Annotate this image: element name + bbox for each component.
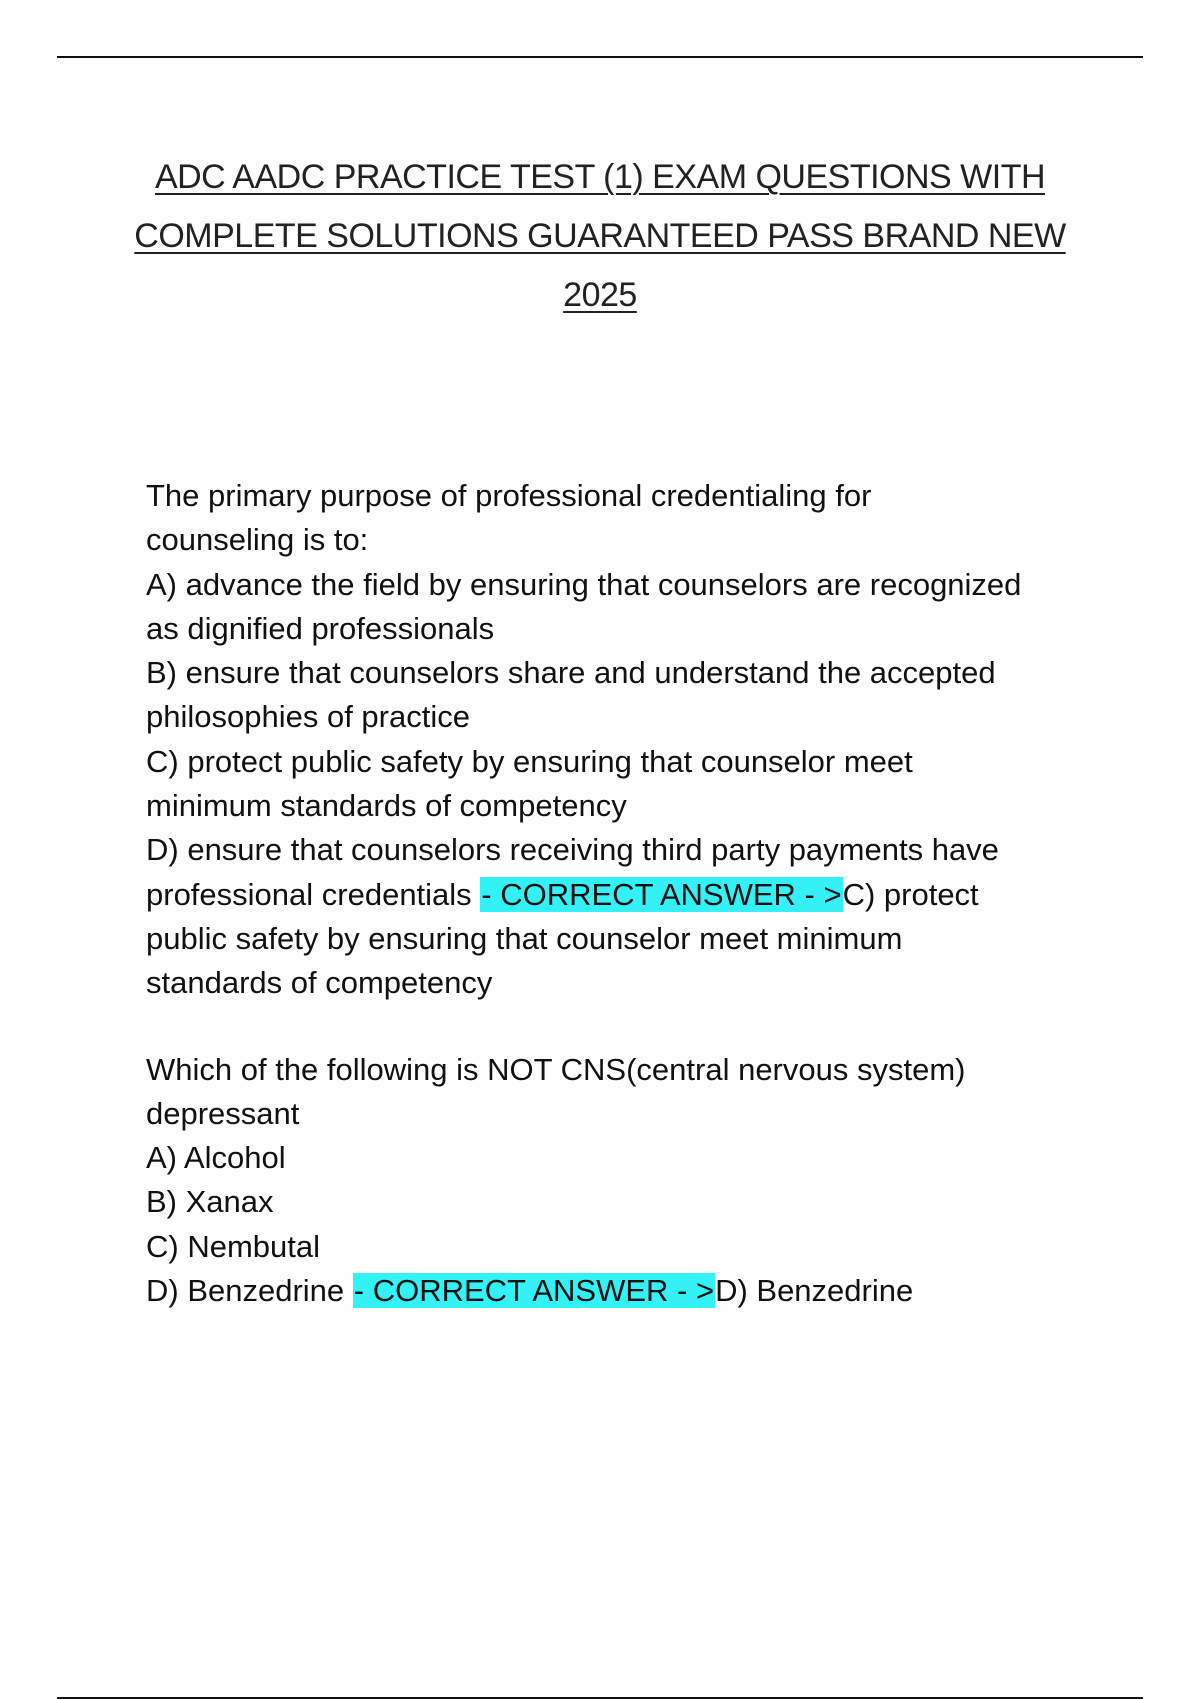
- answer-lead: D) Benzedrine: [146, 1273, 353, 1309]
- questions-section: [146, 474, 1096, 1313]
- option-line: A) advance the field by ensuring that counselors are recognized: [146, 566, 1022, 602]
- document-title: [130, 148, 1070, 325]
- option-line: as dignified professionals: [146, 610, 495, 646]
- option-line: minimum standards of competency: [146, 788, 627, 824]
- correct-answer-marker: - CORRECT ANSWER - >: [481, 876, 842, 912]
- correct-answer-text: C) protect: [842, 876, 979, 912]
- correct-answer-marker: - CORRECT ANSWER - >: [353, 1273, 715, 1309]
- title-line: ADC AADC PRACTICE TEST (1) EXAM QUESTIONS WITH: [154, 158, 1046, 196]
- question-prompt-line: Which of the following is NOT CNS(central nervous system): [146, 1051, 966, 1087]
- bottom-rule: [57, 1697, 1143, 1699]
- question-prompt-line: counseling is to:: [146, 522, 369, 558]
- option-line: B) Xanax: [146, 1184, 274, 1220]
- option-line: C) protect public safety by ensuring that counselor meet: [146, 743, 913, 779]
- top-rule: [57, 56, 1143, 58]
- option-line: A) Alcohol: [146, 1140, 286, 1176]
- correct-answer-text-line: standards of competency: [146, 965, 493, 1001]
- question-prompt-line: depressant: [146, 1095, 300, 1131]
- question-block: [146, 474, 1096, 1006]
- option-line: D) ensure that counselors receiving third party payments have: [146, 832, 999, 868]
- correct-answer-text: D) Benzedrine: [715, 1273, 914, 1309]
- option-line: philosophies of practice: [146, 699, 470, 735]
- option-line: C) Nembutal: [146, 1228, 320, 1264]
- option-line: B) ensure that counselors share and understand the accepted: [146, 655, 996, 691]
- title-line: 2025: [563, 276, 637, 314]
- correct-answer-text-line: public safety by ensuring that counselor meet minimum: [146, 920, 903, 956]
- title-line: COMPLETE SOLUTIONS GUARANTEED PASS BRAND NEW: [134, 217, 1066, 255]
- answer-line: [146, 873, 1096, 917]
- question-prompt-line: The primary purpose of professional credentialing for: [146, 478, 872, 513]
- question-block: [146, 1048, 1096, 1314]
- answer-lead: professional credentials: [146, 876, 481, 912]
- answer-line: [146, 1269, 1096, 1313]
